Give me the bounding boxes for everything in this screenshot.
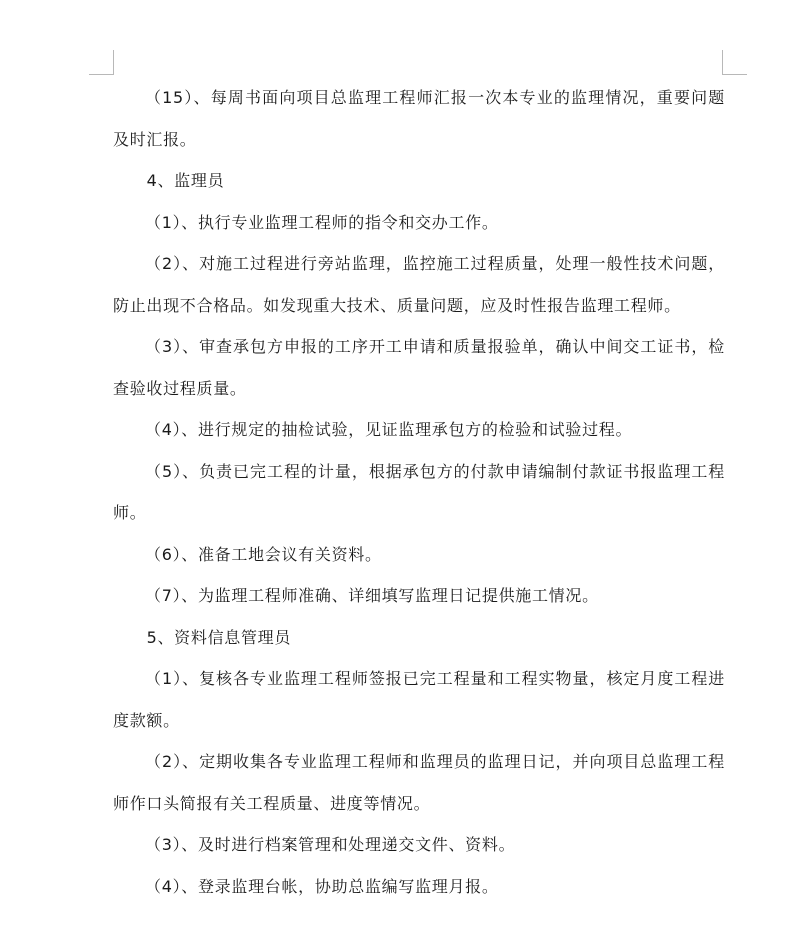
- paragraph-item-3[interactable]: （3）、审查承包方申报的工序开工申请和质量报验单，确认中间交工证书，检查验收过程质量。: [113, 337, 725, 398]
- paragraph-item-4[interactable]: （4）、进行规定的抽检试验，见证监理承包方的检验和试验过程。: [145, 420, 633, 439]
- document-body: [113, 77, 725, 907]
- paragraph-item-5[interactable]: （5）、负责已完工程的计量，根据承包方的付款申请编制付款证书报监理工程师。: [113, 461, 725, 522]
- section-heading-records-manager[interactable]: 5、资料信息管理员: [146, 627, 292, 647]
- paragraph-records-item-4[interactable]: （4）、登录监理台帐，协助总监编写监理月报。: [145, 876, 499, 896]
- paragraph-item-15[interactable]: （15）、每周书面向项目总监理工程师汇报一次本专业的监理情况，重要问题及时汇报。: [113, 88, 725, 149]
- crop-mark-top-left-horizontal: [89, 74, 114, 75]
- paragraph-records-item-2[interactable]: （2）、定期收集各专业监理工程师和监理员的监理日记，并向项目总监理工程师作口头简报有关工程质量、进度等情况。: [113, 752, 725, 813]
- paragraph-item-7[interactable]: （7）、为监理工程师准确、详细填写监理日记提供施工情况。: [145, 586, 599, 605]
- paragraph-records-item-1[interactable]: （1）、复核各专业监理工程师签报已完工程量和工程实物量，核定月度工程进度款额。: [113, 669, 725, 730]
- section-heading-supervisor[interactable]: 4、监理员: [146, 171, 225, 190]
- crop-mark-top-left-vertical: [113, 50, 114, 75]
- paragraph-item-6[interactable]: （6）、准备工地会议有关资料。: [145, 544, 382, 564]
- paragraph-item-1[interactable]: （1）、执行专业监理工程师的指令和交办工作。: [145, 212, 499, 232]
- crop-mark-top-right-horizontal: [722, 74, 747, 75]
- paragraph-records-item-3[interactable]: （3）、及时进行档案管理和处理递交文件、资料。: [145, 835, 516, 854]
- crop-mark-top-right-vertical: [722, 50, 723, 75]
- paragraph-item-2[interactable]: （2）、对施工过程进行旁站监理，监控施工过程质量，处理一般性技术问题，防止出现不合格品。如发现重大技术、质量问题，应及时性报告监理工程师。: [113, 254, 725, 315]
